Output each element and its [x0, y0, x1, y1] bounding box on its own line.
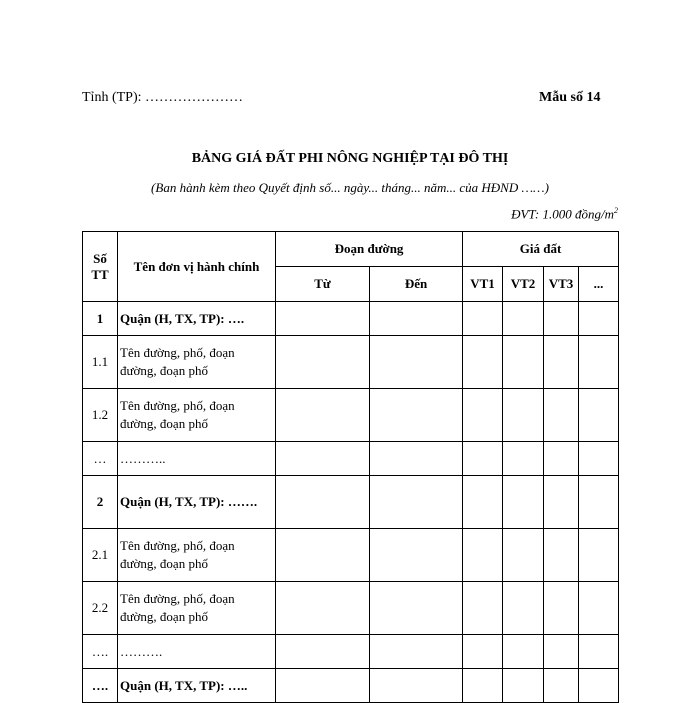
header-road-segment: Đoạn đường [276, 232, 463, 267]
row-from [276, 336, 370, 389]
row-more [579, 635, 619, 669]
header-row-1 [83, 232, 619, 267]
row-vt1 [463, 476, 503, 529]
row-admin-unit: Tên đường, phố, đoạn đường, đoạn phố [118, 336, 276, 389]
row-admin-unit: Tên đường, phố, đoạn đường, đoạn phố [118, 529, 276, 582]
row-vt3 [544, 582, 579, 635]
row-from [276, 442, 370, 476]
row-vt1 [463, 442, 503, 476]
row-to [370, 302, 463, 336]
row-admin-unit: ……….. [118, 442, 276, 476]
unit-text: ĐVT: 1.000 đồng/m [511, 206, 614, 222]
row-more [579, 529, 619, 582]
row-admin-unit: Tên đường, phố, đoạn đường, đoạn phố [118, 389, 276, 442]
row-stt: 1 [83, 302, 118, 336]
row-to [370, 669, 463, 703]
row-more [579, 389, 619, 442]
unit-label [511, 206, 618, 222]
table-row [83, 442, 619, 476]
row-vt1 [463, 336, 503, 389]
row-vt3 [544, 669, 579, 703]
table-row [83, 635, 619, 669]
row-admin-unit: Quận (H, TX, TP): ….. [118, 669, 276, 703]
province-field: Tỉnh (TP): ………………… [82, 90, 243, 105]
row-more [579, 302, 619, 336]
header-admin-unit: Tên đơn vị hành chính [118, 232, 276, 302]
header-from: Từ [276, 267, 370, 302]
row-vt3 [544, 389, 579, 442]
row-vt3 [544, 442, 579, 476]
row-more [579, 582, 619, 635]
row-from [276, 529, 370, 582]
row-admin-unit: Tên đường, phố, đoạn đường, đoạn phố [118, 582, 276, 635]
row-from [276, 582, 370, 635]
row-stt: 2.1 [83, 529, 118, 582]
row-vt2 [503, 442, 544, 476]
table-row [83, 336, 619, 389]
row-vt3 [544, 336, 579, 389]
row-vt2 [503, 336, 544, 389]
row-vt2 [503, 529, 544, 582]
document-title: BẢNG GIÁ ĐẤT PHI NÔNG NGHIỆP TẠI ĐÔ THỊ [191, 151, 509, 166]
table-row [83, 389, 619, 442]
row-vt1 [463, 529, 503, 582]
row-vt3 [544, 476, 579, 529]
row-from [276, 635, 370, 669]
header-stt: Số TT [83, 232, 118, 302]
row-vt1 [463, 669, 503, 703]
row-vt3 [544, 529, 579, 582]
row-stt: 1.1 [83, 336, 118, 389]
row-stt: 2.2 [83, 582, 118, 635]
header-more: ... [579, 267, 619, 302]
unit-superscript: 2 [614, 206, 618, 215]
row-to [370, 476, 463, 529]
row-from [276, 302, 370, 336]
row-admin-unit: Quận (H, TX, TP): …. [118, 302, 276, 336]
header-vt1: VT1 [463, 267, 503, 302]
row-stt: … [83, 442, 118, 476]
row-stt: 2 [83, 476, 118, 529]
header-vt3: VT3 [544, 267, 579, 302]
row-vt3 [544, 302, 579, 336]
row-vt2 [503, 476, 544, 529]
row-vt2 [503, 302, 544, 336]
land-price-table [82, 231, 619, 703]
row-admin-unit: ………. [118, 635, 276, 669]
row-admin-unit: Quận (H, TX, TP): ……. [118, 476, 276, 529]
header-to: Đến [370, 267, 463, 302]
row-to [370, 582, 463, 635]
table-row [83, 529, 619, 582]
row-more [579, 336, 619, 389]
table-row [83, 302, 619, 336]
row-vt2 [503, 389, 544, 442]
row-vt2 [503, 669, 544, 703]
row-to [370, 389, 463, 442]
row-vt2 [503, 582, 544, 635]
header-vt2: VT2 [503, 267, 544, 302]
row-vt1 [463, 582, 503, 635]
row-to [370, 442, 463, 476]
row-to [370, 336, 463, 389]
row-to [370, 529, 463, 582]
row-to [370, 635, 463, 669]
row-stt: …. [83, 669, 118, 703]
row-from [276, 669, 370, 703]
row-vt1 [463, 389, 503, 442]
table-row [83, 582, 619, 635]
document-subtitle: (Ban hành kèm theo Quyết định số... ngày... tháng... năm... của HĐND ……) [151, 180, 549, 195]
table-row [83, 476, 619, 529]
row-vt2 [503, 635, 544, 669]
row-more [579, 669, 619, 703]
table-row [83, 669, 619, 703]
row-from [276, 389, 370, 442]
row-more [579, 442, 619, 476]
row-stt: 1.2 [83, 389, 118, 442]
row-vt3 [544, 635, 579, 669]
row-from [276, 476, 370, 529]
row-stt: …. [83, 635, 118, 669]
row-vt1 [463, 302, 503, 336]
header-land-price: Giá đất [463, 232, 619, 267]
form-number: Mẫu số 14 [539, 90, 601, 105]
row-vt1 [463, 635, 503, 669]
row-more [579, 476, 619, 529]
